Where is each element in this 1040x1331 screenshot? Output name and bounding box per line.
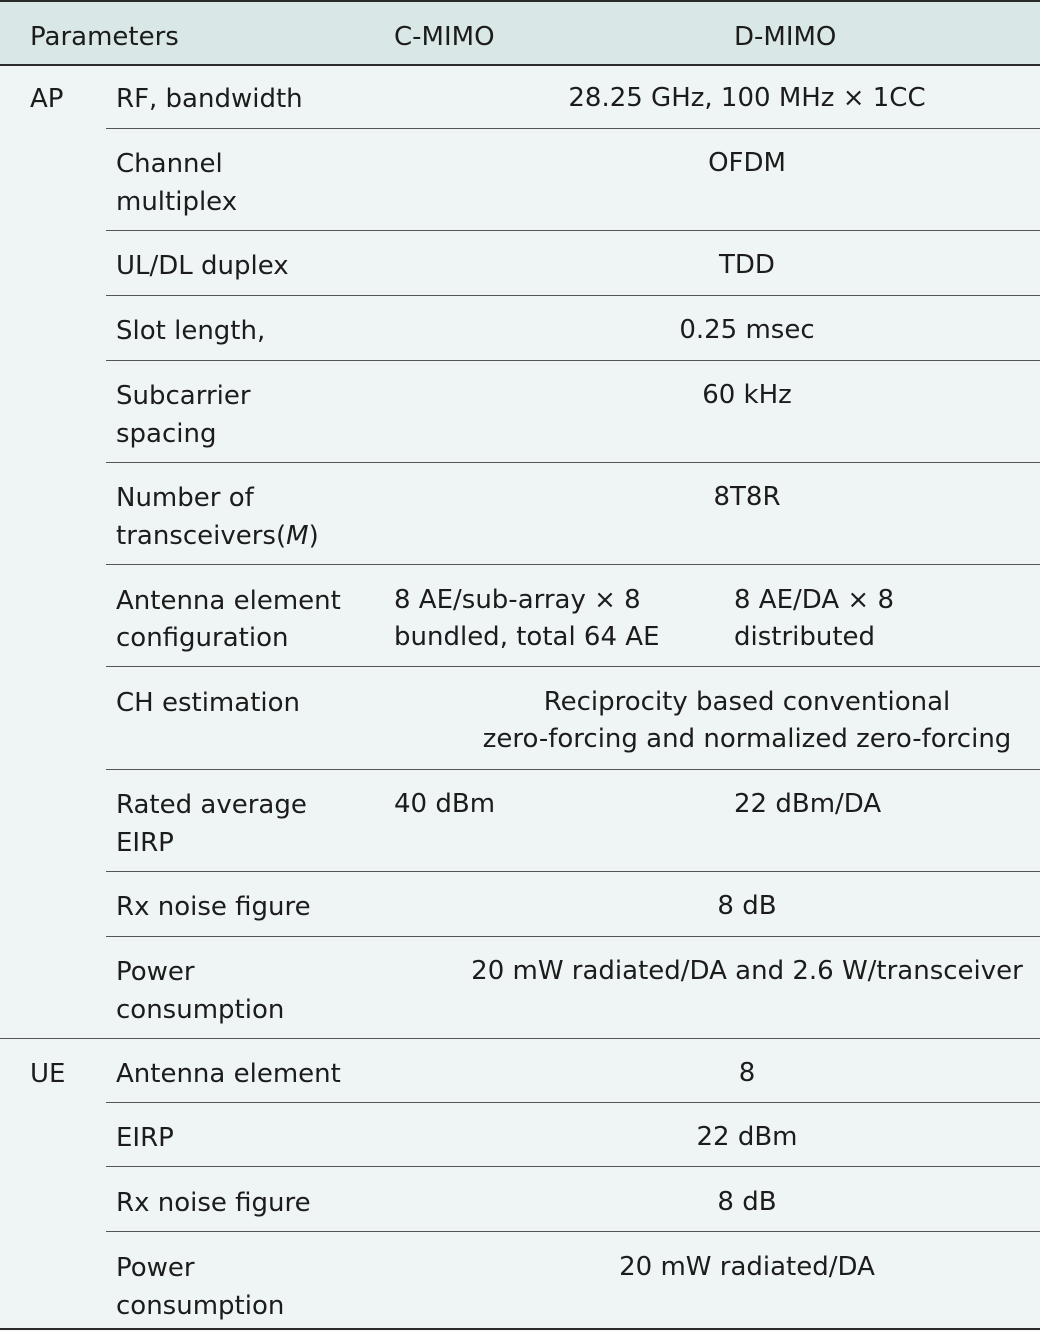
- row-divider: [106, 1102, 1040, 1103]
- dmimo-value-line2: distributed: [734, 622, 876, 652]
- param-label-line2: consumption: [116, 995, 285, 1025]
- table-bottom-rule: [0, 1328, 1040, 1330]
- param-label: CH estimation: [116, 688, 300, 718]
- cmimo-value-line2: bundled, total 64 AE: [394, 622, 660, 652]
- row-value: 0.25 msec: [679, 315, 815, 345]
- row-value: 20 mW radiated/DA and 2.6 W/transceiver: [471, 956, 1023, 986]
- param-label-line2: configuration: [116, 623, 289, 653]
- row-divider: [106, 230, 1040, 231]
- row-value: 8 dB: [717, 1187, 777, 1217]
- row-value: 22 dBm: [696, 1122, 798, 1152]
- param-label-line2: multiplex: [116, 187, 238, 217]
- param-label: Antenna element: [116, 1059, 341, 1089]
- row-value: 20 mW radiated/DA: [619, 1252, 875, 1282]
- param-label: UL/DL duplex: [116, 251, 289, 281]
- dmimo-value: 22 dBm/DA: [734, 789, 882, 819]
- row-value: 60 kHz: [702, 380, 792, 410]
- table-body: [0, 66, 1040, 1331]
- param-label-line2: EIRP: [116, 828, 174, 858]
- param-label: Rx noise figure: [116, 892, 311, 922]
- row-divider: [106, 936, 1040, 937]
- row-value-line2: zero-forcing and normalized zero-forcing: [482, 724, 1012, 754]
- param-label: EIRP: [116, 1123, 174, 1153]
- table-header: [0, 0, 1040, 66]
- param-label: Rx noise figure: [116, 1188, 311, 1218]
- row-divider: [106, 360, 1040, 361]
- param-label-line1: Rated average: [116, 790, 307, 820]
- param-label: Slot length,: [116, 316, 266, 346]
- row-value: 8: [738, 1058, 756, 1088]
- param-label-line1: Channel: [116, 149, 223, 179]
- row-divider: [106, 462, 1040, 463]
- row-value: 8 dB: [717, 891, 777, 921]
- header-dmimo: D-MIMO: [734, 22, 837, 52]
- group-divider: [0, 1038, 1040, 1039]
- row-divider: [106, 1166, 1040, 1167]
- row-divider: [106, 871, 1040, 872]
- cmimo-value-line1: 8 AE/sub-array × 8: [394, 585, 641, 615]
- group-label-ue: UE: [30, 1059, 66, 1089]
- param-label: RF, bandwidth: [116, 84, 303, 114]
- param-label-line1: Number of: [116, 483, 254, 513]
- header-parameters: Parameters: [30, 22, 179, 52]
- param-label-line2: consumption: [116, 1291, 285, 1321]
- dmimo-value-line1: 8 AE/DA × 8: [734, 585, 894, 615]
- row-value: 28.25 GHz, 100 MHz × 1CC: [568, 83, 926, 113]
- header-cmimo: C-MIMO: [394, 22, 495, 52]
- cmimo-value: 40 dBm: [394, 789, 496, 819]
- row-divider: [106, 128, 1040, 129]
- param-label-line1: Power: [116, 957, 195, 987]
- row-value: 8T8R: [713, 482, 781, 512]
- row-divider: [106, 769, 1040, 770]
- row-divider: [106, 295, 1040, 296]
- group-label-ap: AP: [30, 84, 64, 114]
- row-divider: [106, 1231, 1040, 1232]
- row-divider: [106, 564, 1040, 565]
- row-value: TDD: [719, 250, 775, 280]
- param-label-line1: Subcarrier: [116, 381, 251, 411]
- row-value-line1: Reciprocity based conventional: [543, 687, 951, 717]
- param-label-line1: Antenna element: [116, 586, 341, 616]
- row-divider: [106, 666, 1040, 667]
- param-label-line2: transceivers(M): [116, 521, 319, 551]
- param-label-line2: spacing: [116, 419, 217, 449]
- param-label-line1: Power: [116, 1253, 195, 1283]
- row-value: OFDM: [708, 148, 786, 178]
